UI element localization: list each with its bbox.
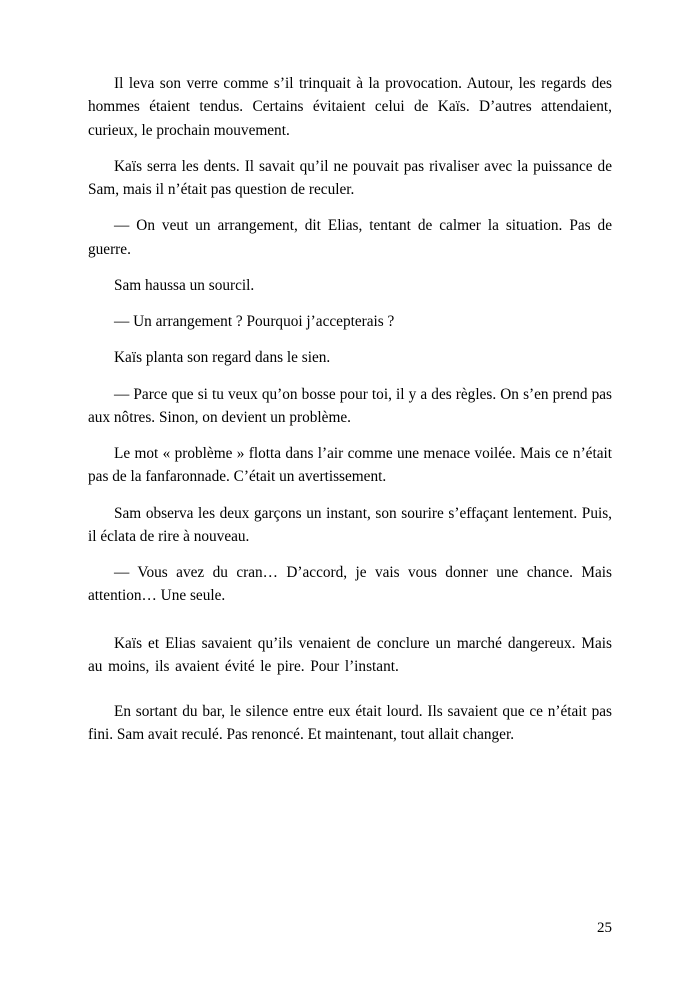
paragraph: Kaïs et Elias savaient qu’ils venaient de conclure un marché dangereux. Mais au moins, ils avaient évité le pire. Pour l’instant. (88, 634, 612, 675)
paragraph: En sortant du bar, le silence entre eux était lourd. Ils savaient que ce n’était pas fini. Sam avait reculé. Pas renoncé. Et maintenant, tout allait changer. (88, 703, 612, 744)
paragraph-dialogue: — Un arrangement ? Pourquoi j’accepterais ? (114, 313, 395, 330)
paragraph: Sam observa les deux garçons un instant, son sourire s’effaçant lentement. Puis, il éclata de rire à nouveau. (88, 504, 612, 545)
paragraph-dialogue: — On veut un arrangement, dit Elias, tentant de calmer la situation. Pas de guerre. (88, 217, 612, 258)
paragraph-dialogue: — Parce que si tu veux qu’on bosse pour toi, il y a des règles. On s’en prend pas aux nôtres. Sinon, on devient un problème. (88, 385, 612, 426)
page-body-text (88, 72, 612, 747)
paragraph: Kaïs planta son regard dans le sien. (114, 349, 331, 367)
paragraph-dialogue: — Vous avez du cran… D’accord, je vais vous donner une chance. Mais attention… Une seule. (88, 564, 612, 605)
page-number: 25 (597, 920, 612, 936)
paragraph: Kaïs serra les dents. Il savait qu’il ne pouvait pas rivaliser avec la puissance de Sam, mais il n’était pas question de reculer. (88, 157, 612, 198)
paragraph: Il leva son verre comme s’il trinquait à la provocation. Autour, les regards des hommes étaient tendus. Certains évitaient celui de Kaïs. D’autres attendaient, curieux, le prochain mouvement. (88, 75, 612, 139)
paragraph: Sam haussa un sourcil. (114, 276, 255, 294)
paragraph: Le mot « problème » flotta dans l’air comme une menace voilée. Mais ce n’était pas de la fanfaronnade. C’était un avertissement. (88, 445, 612, 486)
